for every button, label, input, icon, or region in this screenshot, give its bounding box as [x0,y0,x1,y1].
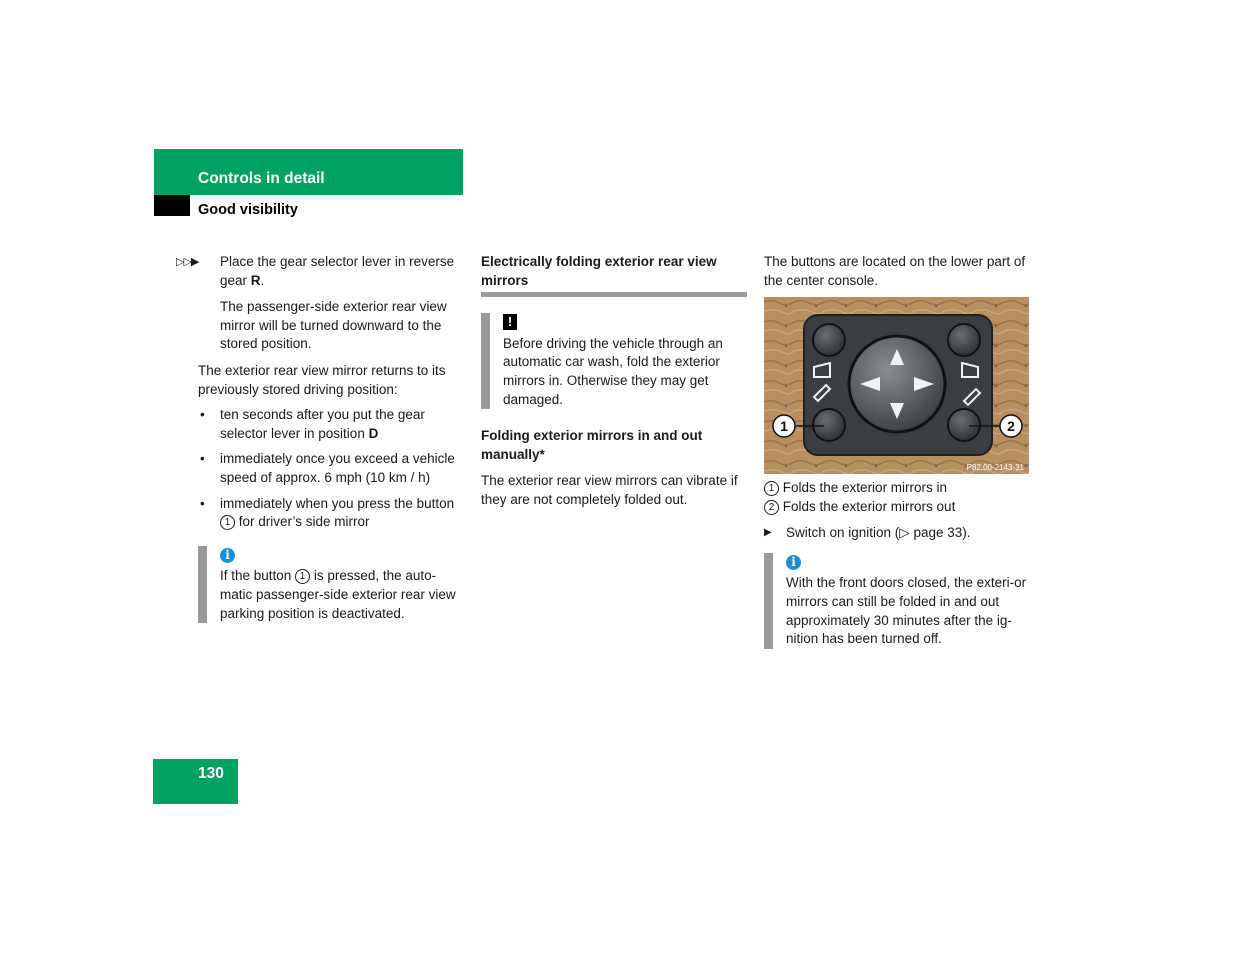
section-title: Controls in detail [198,170,325,187]
legend-item [764,479,1032,498]
page-number: 130 [198,765,224,782]
callout-number: 1 [220,515,235,530]
warning-text: Before driving the vehicle through an automatic car wash, fold the exterior mirrors in. Otherwise they may get damaged. [503,335,723,407]
bullet-icon: • [200,495,205,511]
step-text: Switch on ignition (▷ page 33). [786,525,971,541]
legend-number: 1 [764,481,779,496]
subsection-marker [154,195,190,216]
bullet-icon: • [200,407,205,423]
fold-in-button[interactable] [813,409,845,441]
returns-intro: The exterior rear view mirror returns to its previously stored driving position: [198,362,446,397]
legend-number: 2 [764,500,779,515]
info-text-b: is pressed, the auto-matic passenger-side exterior rear view parking position is deactivated. [220,568,456,621]
subheading: Folding exterior mirrors in and out manually* [481,428,703,462]
column-3 [764,253,1032,290]
list-item [176,450,466,487]
gear-r: R [250,272,261,288]
list-item-text: ten seconds after you put the gear selector lever in position [220,407,425,441]
column-2 [481,253,747,510]
legend-text: Folds the exterior mirrors in [782,480,948,495]
bullet-icon: • [200,451,205,467]
intro-text: The buttons are located on the lower part of the center console. [764,254,1026,288]
continued-step-arrow-icon: ▷▷▶ [176,256,199,268]
info-note [764,553,1032,649]
column-1 [176,253,466,623]
info-icon: i [220,548,235,563]
list-item [176,406,466,443]
photo-code: P82.00-2143-31 [966,463,1024,472]
info-text [220,567,466,623]
note-bar [198,546,207,623]
step-result: The passenger-side exterior rear view mirror will be turned downward to the stored position. [220,299,447,352]
list-item-text-end: for driver’s side mirror [235,514,370,530]
body-text: The exterior rear view mirrors can vibrate if they are not completely folded out. [481,473,738,507]
warning-icon: ! [503,314,517,330]
info-icon: i [786,555,801,570]
note-bar [764,553,773,649]
column-3-lower [764,479,1032,649]
info-note [198,546,466,623]
button-top-right[interactable] [948,324,980,356]
callout-2-label: 2 [1007,418,1015,434]
legend-text: Folds the exterior mirrors out [782,498,956,514]
page-number-box [153,759,238,804]
subsection-title: Good visibility [198,202,298,218]
info-text: With the front doors closed, the exteri-or mirrors can still be folded in and out approximately 30 minutes after the ig-nition has been turned off. [786,575,1027,647]
info-text-a: If the button [220,568,296,584]
action-step [764,524,1032,543]
continued-step [176,253,466,290]
list-item-text: immediately once you exceed a vehicle speed of approx. 6 mph (10 km / h) [220,451,455,485]
step-arrow-icon: ▶ [764,527,772,539]
list-item-text: immediately when you press the button [220,495,455,511]
warning-note [481,313,747,409]
step-text: Place the gear selector lever in reverse gear [220,254,455,288]
callout-number: 1 [295,569,310,584]
fold-out-button[interactable] [948,409,980,441]
note-bar [481,313,490,409]
gear-d: D [368,425,379,441]
heading-rule [481,292,747,297]
list-item [176,495,466,532]
button-top-left[interactable] [813,324,845,356]
step-text-end: . [260,272,265,288]
callout-1-label: 1 [780,418,788,434]
console-buttons-photo [764,297,1029,474]
section-heading: Electrically folding exterior rear view mirrors [481,254,717,288]
legend-item [764,498,1032,517]
